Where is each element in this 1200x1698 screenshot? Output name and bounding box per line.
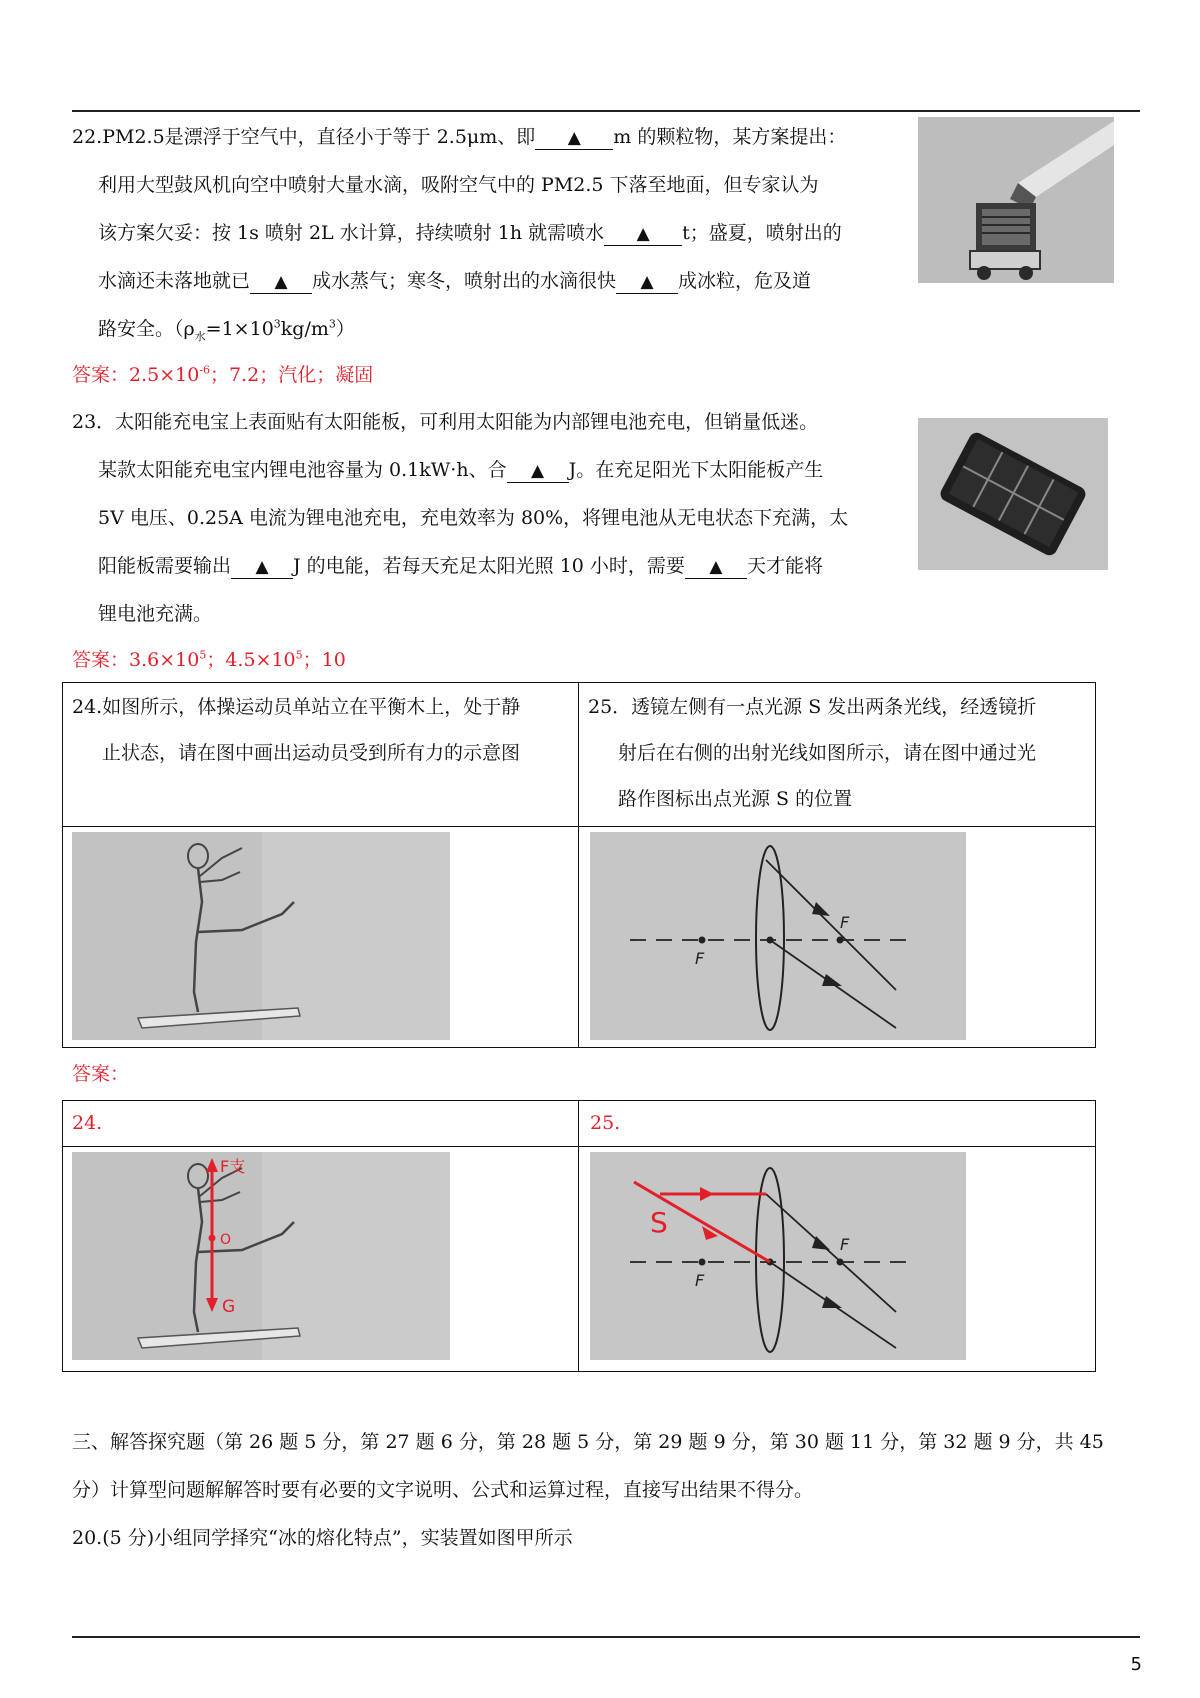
blank-marker: ▲ [567,128,581,148]
focal-point-label: F [840,913,850,932]
lens-figure [590,832,966,1040]
footer-rule [72,1636,1140,1638]
center-of-gravity-label: O [220,1232,232,1248]
answer-25-label: 25. [590,1112,621,1134]
answer-23: 答案：$3.6\times 10^5$；$4.5\times 10^5$；10 [72,648,346,671]
table-divider [62,826,1096,827]
blank-marker: ▲ [255,557,269,577]
answer-24-label: 24. [72,1112,103,1134]
blank-marker: ▲ [636,224,650,244]
table-divider [62,1146,1096,1147]
blank-marker: ▲ [531,461,545,481]
header-rule [72,110,1140,112]
gymnast-answer-figure [72,1152,450,1360]
blank-marker: ▲ [709,557,723,577]
gymnast-force-diagram [72,1152,450,1360]
table-divider [578,682,579,1048]
table-divider [578,1100,579,1372]
answer-22: 答案：$2.5\times 10^{-6}$；7.2；汽化；凝固 [72,363,374,386]
support-force-label: F支 [220,1157,246,1176]
lens-illustration [590,832,966,1040]
gymnast-illustration [72,832,450,1040]
answers-label: 答案： [72,1063,130,1085]
lens-answer-figure [590,1152,966,1360]
truck-spray-illustration [918,117,1114,283]
gymnast-figure [72,832,450,1040]
gravity-label: G [222,1297,236,1317]
focal-point-label: F [695,1271,705,1290]
blank-marker: ▲ [640,272,654,292]
lens-ray-diagram [590,1152,966,1360]
light-source-label: S [650,1206,668,1239]
question-23: 23．太阳能充电宝上表面贴有太阳能板，可利用太阳能为内部锂电池充电，但销量低迷。 某款太阳能充电宝内锂电池容量为 0.1kW·h、合 ▲ J。在充足阳光下太阳能板产生 5V 电压、0.25A 电流为锂电池充电，充电效率为 80%，将锂电池从无电状态下充满，太 阳能板需要输出 ▲ J 的电能，若每天充足太阳光照 10 小时，需要 ▲ 天才能将 锂电池充满。 [72,411,849,625]
focal-point-label: F [840,1235,850,1254]
blank-marker: ▲ [274,272,288,292]
truck-spray-photo [918,117,1114,283]
power-bank-illustration [918,418,1108,570]
section-3: 三、解答探究题（第 26 题 5 分，第 27 题 6 分，第 28 题 5 分，第 29 题 9 分，第 30 题 11 分，第 32 题 9 分，共 45 分）计算型问题解解答时要有必要的文字说明、公式和运算过程，直接写出结果不得分。 20.(5 分)小组同学择究“冰的熔化特点”，实装置如图甲所示 [72,1431,1104,1549]
page-number: 5 [1130,1654,1142,1675]
solar-power-bank-photo [918,418,1108,570]
focal-point-label: F [695,949,705,968]
question-25-text: 25．透镜左侧有一点光源 S 发出两条光线，经透镜折 射后在右侧的出射光线如图所示，请在图中通过光 路作图标出点光源 S 的位置 [588,696,1037,810]
question-24-text: 24.如图所示，体操运动员单站立在平衡木上，处于静 止状态，请在图中画出运动员受到所有力的示意图 [72,696,521,764]
question-22: 22.PM2.5是漂浮于空气中，直径小于等于 2.5μm、即 ▲ m 的颗粒物，某方案提出： 利用大型鼓风机向空中喷射大量水滴，吸附空气中的 PM2.5 下落至地面，但专家认为 该方案欠妥：按 1s 喷射 2L 水计算，持续喷射 1h 就需喷水 ▲ t；盛夏，喷射出的 水滴还未落地就已 ▲ 成水蒸气；寒冬，喷射出的水滴很快 ▲ 成冰粒，危及道 路安全。$(\rho_水=1\times 10^3kg/m^3)$ [72,126,847,343]
